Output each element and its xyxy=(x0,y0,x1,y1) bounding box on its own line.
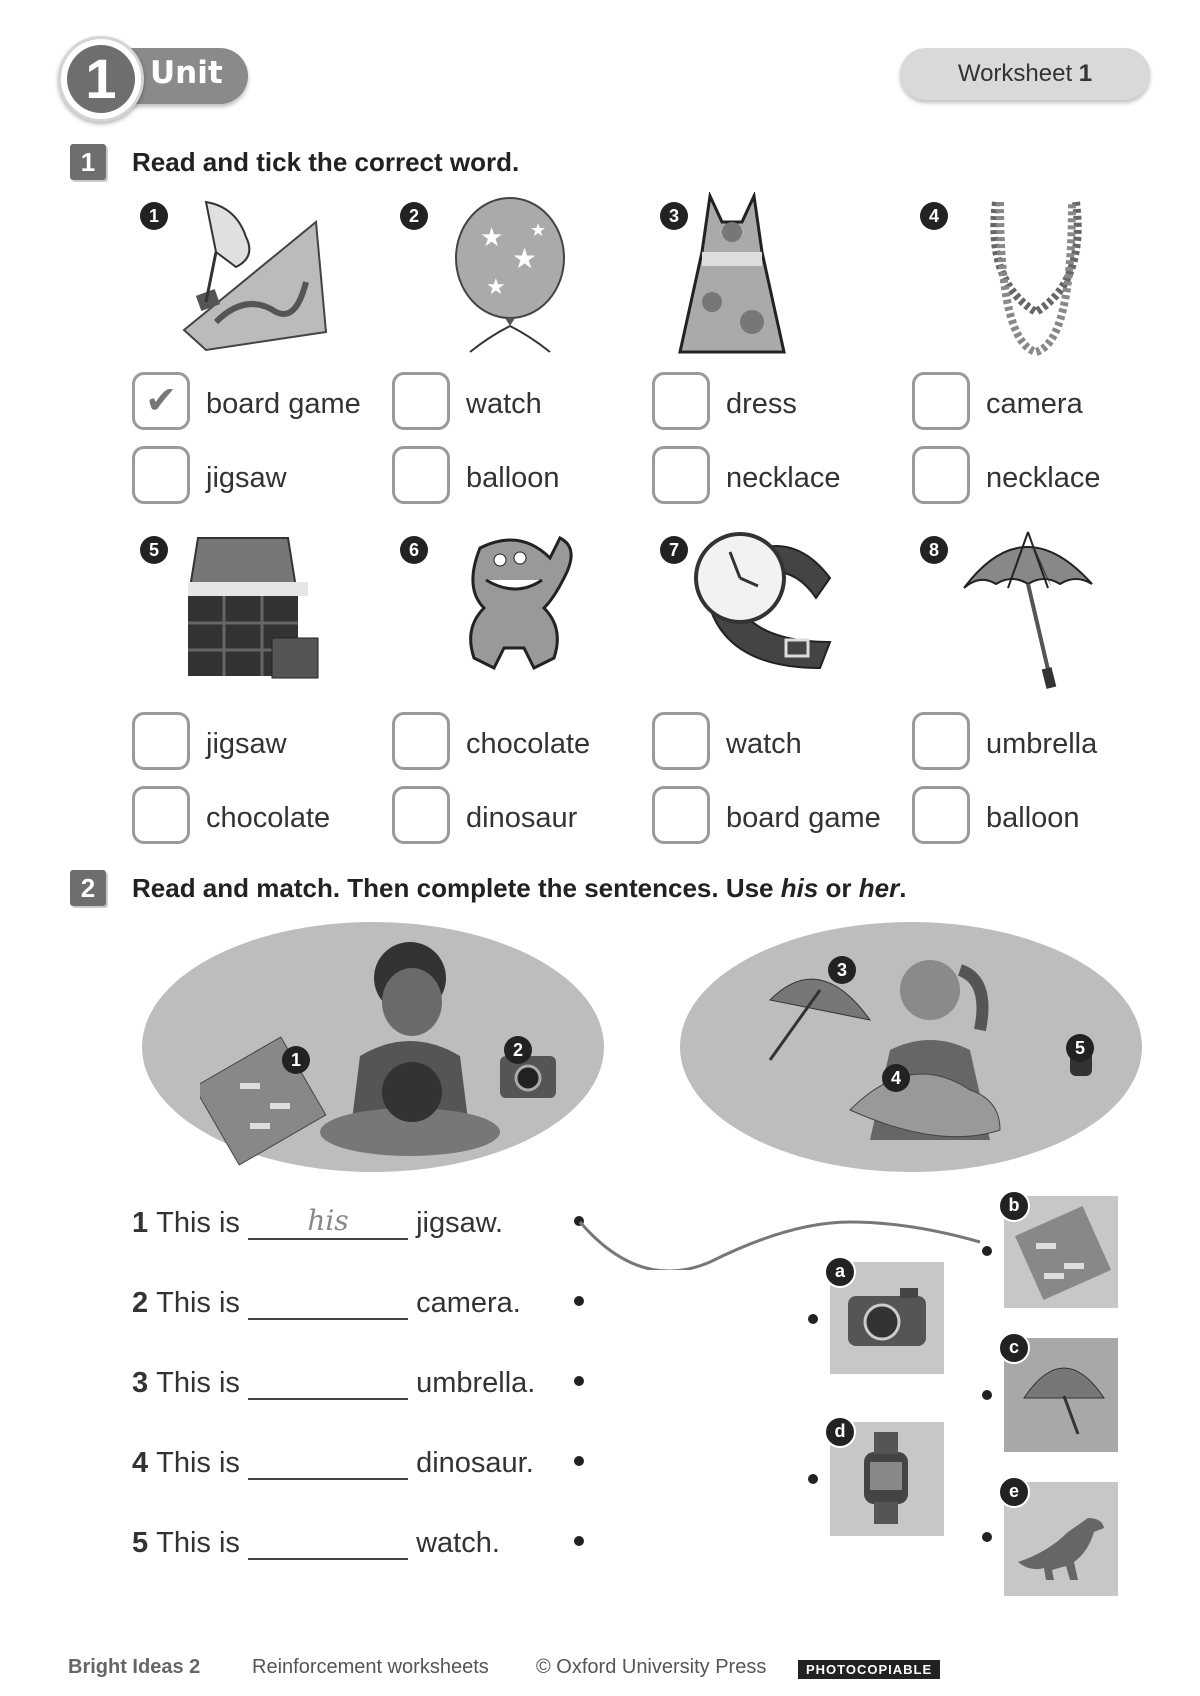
item-number-8: 8 xyxy=(920,536,948,564)
option-7b: board game xyxy=(726,802,881,834)
tick-box-8b[interactable] xyxy=(912,786,970,844)
option-5b: chocolate xyxy=(206,802,331,834)
sentence-2: 2 This is camera. xyxy=(132,1284,521,1320)
option-1b: jigsaw xyxy=(206,462,287,494)
picture-letter-b: b xyxy=(998,1190,1030,1222)
tick-box-3b[interactable] xyxy=(652,446,710,504)
option-5a: jigsaw xyxy=(206,728,287,760)
option-8b: balloon xyxy=(986,802,1080,834)
tick-box-5b[interactable] xyxy=(132,786,190,844)
tick-box-2a[interactable] xyxy=(392,372,450,430)
scene-marker-2: 2 xyxy=(504,1036,532,1064)
footer-series: Reinforcement worksheets xyxy=(252,1656,489,1678)
picture-letter-d: d xyxy=(824,1416,856,1448)
match-dot-picture-d[interactable] xyxy=(808,1474,818,1484)
tick-box-5a[interactable] xyxy=(132,712,190,770)
tick-box-2b[interactable] xyxy=(392,446,450,504)
option-2a: watch xyxy=(466,388,542,420)
item-number-7: 7 xyxy=(660,536,688,564)
balloon-picture xyxy=(450,196,580,358)
scene-marker-5: 5 xyxy=(1066,1034,1094,1062)
example-match-line xyxy=(570,1190,990,1270)
match-dot-sentence-5[interactable] xyxy=(574,1536,584,1546)
sentence-5: 5 This is watch. xyxy=(132,1524,500,1560)
footer-brand: Bright Ideas 2 xyxy=(68,1656,201,1678)
option-6a: chocolate xyxy=(466,728,591,760)
option-3b: necklace xyxy=(726,462,841,494)
answer-blank-5[interactable] xyxy=(248,1524,408,1560)
match-dot-sentence-4[interactable] xyxy=(574,1456,584,1466)
match-dot-sentence-2[interactable] xyxy=(574,1296,584,1306)
item-number-6: 6 xyxy=(400,536,428,564)
unit-number: 1 xyxy=(67,45,135,113)
worksheet-number: 1 xyxy=(1078,60,1093,87)
option-2b: balloon xyxy=(466,462,560,494)
match-dot-picture-a[interactable] xyxy=(808,1314,818,1324)
svg-text:★: ★ xyxy=(480,222,504,252)
option-7a: watch xyxy=(726,728,802,760)
tick-box-1b[interactable] xyxy=(132,446,190,504)
tick-box-4b[interactable] xyxy=(912,446,970,504)
answer-blank-3[interactable] xyxy=(248,1364,408,1400)
girl-scene-illustration xyxy=(740,940,1120,1170)
exercise-1-number: 1 xyxy=(70,144,106,180)
sentence-1: 1 This is his jigsaw. xyxy=(132,1204,504,1239)
sentence-4: 4 This is dinosaur. xyxy=(132,1444,534,1480)
option-4a: camera xyxy=(986,388,1083,420)
footer-photocopiable: PHOTOCOPIABLE xyxy=(798,1660,940,1679)
tick-box-8a[interactable] xyxy=(912,712,970,770)
exercise-2-number: 2 xyxy=(70,870,106,906)
scene-marker-1: 1 xyxy=(282,1046,310,1074)
unit-label: Unit xyxy=(150,55,223,91)
footer-copyright: © Oxford University Press xyxy=(536,1656,767,1678)
sentence-3: 3 This is umbrella. xyxy=(132,1364,535,1400)
answer-blank-4[interactable] xyxy=(248,1444,408,1480)
scene-marker-4: 4 xyxy=(882,1064,910,1092)
match-dot-sentence-3[interactable] xyxy=(574,1376,584,1386)
unit-number-badge xyxy=(58,36,144,122)
svg-text:★: ★ xyxy=(530,220,547,240)
tick-box-3a[interactable] xyxy=(652,372,710,430)
option-1a: board game xyxy=(206,388,361,420)
option-6b: dinosaur xyxy=(466,802,578,834)
tick-box-6a[interactable] xyxy=(392,712,450,770)
match-dot-picture-b[interactable] xyxy=(982,1246,992,1256)
tick-box-1a[interactable]: ✔ xyxy=(132,372,190,430)
dress-picture xyxy=(672,192,792,358)
item-number-5: 5 xyxy=(140,536,168,564)
exercise-2-title: Read and match. Then complete the sentences. Use his or her. xyxy=(132,873,907,903)
item-number-1: 1 xyxy=(140,202,168,230)
match-dot-picture-e[interactable] xyxy=(982,1532,992,1542)
tick-box-6b[interactable] xyxy=(392,786,450,844)
umbrella-picture xyxy=(958,528,1098,690)
option-3a: dress xyxy=(726,388,797,420)
board-game-picture xyxy=(176,192,336,354)
tick-box-7a[interactable] xyxy=(652,712,710,770)
chocolate-picture xyxy=(178,528,330,690)
svg-text:★: ★ xyxy=(512,243,538,274)
option-8a: umbrella xyxy=(986,728,1098,760)
item-number-3: 3 xyxy=(660,202,688,230)
dinosaur-picture xyxy=(450,528,580,690)
scene-marker-3: 3 xyxy=(828,956,856,984)
exercise-1-title: Read and tick the correct word. xyxy=(132,147,520,177)
tick-box-4a[interactable] xyxy=(912,372,970,430)
necklace-picture xyxy=(986,192,1086,358)
tick-box-7b[interactable] xyxy=(652,786,710,844)
svg-text:★: ★ xyxy=(486,274,506,299)
match-dot-picture-c[interactable] xyxy=(982,1390,992,1400)
picture-letter-c: c xyxy=(998,1332,1030,1364)
answer-blank-2[interactable] xyxy=(248,1284,408,1320)
worksheet-label: Worksheet xyxy=(957,60,1073,87)
answer-blank-1[interactable]: his xyxy=(248,1204,408,1240)
watch-picture xyxy=(690,528,840,690)
item-number-2: 2 xyxy=(400,202,428,230)
picture-letter-a: a xyxy=(824,1256,856,1288)
option-4b: necklace xyxy=(986,462,1101,494)
item-number-4: 4 xyxy=(920,202,948,230)
worksheet-badge xyxy=(900,48,1150,100)
picture-letter-e: e xyxy=(998,1476,1030,1508)
